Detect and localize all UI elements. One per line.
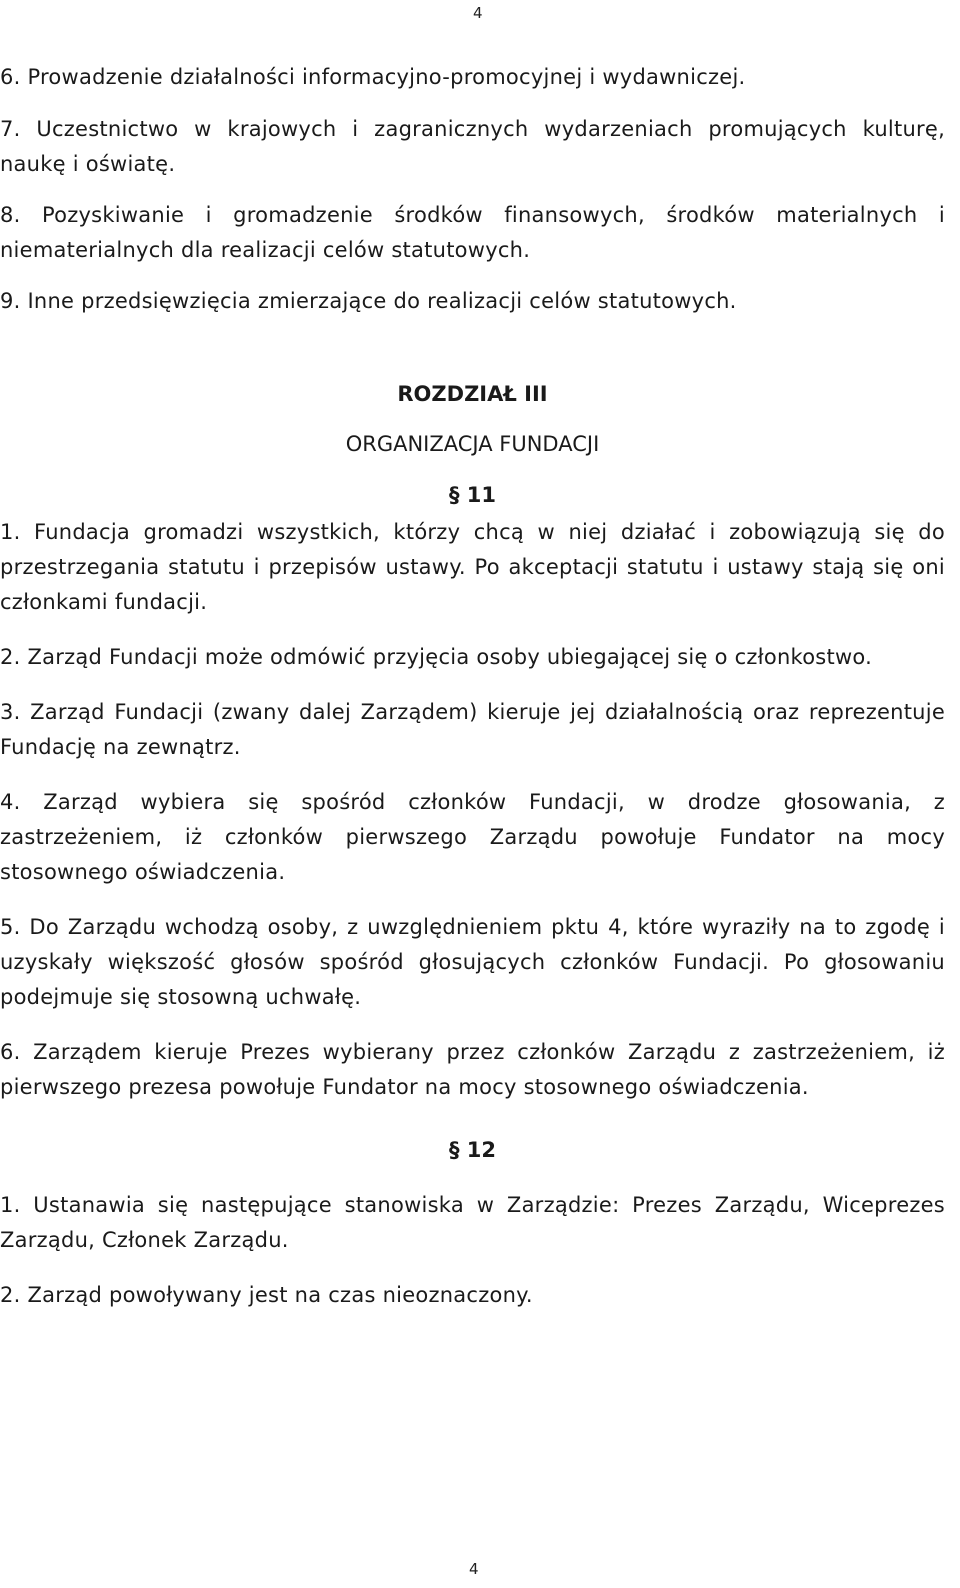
section-11-item-2: 2. Zarząd Fundacji może odmówić przyjęcia osoby ubiegającej się o członkostwo.	[0, 645, 873, 669]
section-11-item-4: 4. Zarząd wybiera się spośród członków Fundacji, w drodze głosowania, z zastrzeżeniem, iż członków pierwszego Zarządu powołuje Fundator na mocy stosownego oświadczenia.	[0, 790, 945, 884]
intro-item-7: 7. Uczestnictwo w krajowych i zagranicznych wydarzeniach promujących kulturę, naukę i oświatę.	[0, 117, 945, 176]
section-12-item-2: 2. Zarząd powoływany jest na czas nieoznaczony.	[0, 1283, 533, 1307]
document-body	[0, 60, 945, 1333]
page-number-top: 4	[473, 4, 483, 22]
section-11-heading: § 11	[448, 483, 497, 507]
chapter-subtitle: ORGANIZACJA FUNDACJI	[345, 432, 600, 456]
section-11-item-3: 3. Zarząd Fundacji (zwany dalej Zarządem) kieruje jej działalnością oraz reprezentuje Fundację na zewnątrz.	[0, 700, 945, 759]
section-11-item-5: 5. Do Zarządu wchodzą osoby, z uwzględnieniem pktu 4, które wyraziły na to zgodę i uzyskały większość głosów spośród głosujących członków Fundacji. Po głosowaniu podejmuje się stosowną uchwałę.	[0, 915, 945, 1009]
intro-item-8: 8. Pozyskiwanie i gromadzenie środków finansowych, środków materialnych i niematerialnych dla realizacji celów statutowych.	[0, 203, 945, 262]
intro-item-6: 6. Prowadzenie działalności informacyjno-promocyjnej i wydawniczej.	[0, 65, 746, 89]
chapter-title: ROZDZIAŁ III	[397, 382, 548, 406]
intro-item-9: 9. Inne przedsięwzięcia zmierzające do realizacji celów statutowych.	[0, 289, 737, 313]
page-number-bottom: 4	[469, 1560, 479, 1578]
section-12-item-1: 1. Ustanawia się następujące stanowiska w Zarządzie: Prezes Zarządu, Wiceprezes Zarządu, Członek Zarządu.	[0, 1193, 945, 1252]
section-11-item-6: 6. Zarządem kieruje Prezes wybierany przez członków Zarządu z zastrzeżeniem, iż pierwszego prezesa powołuje Fundator na mocy stosownego oświadczenia.	[0, 1040, 945, 1099]
section-11-item-1: 1. Fundacja gromadzi wszystkich, którzy chcą w niej działać i zobowiązują się do przestrzegania statutu i przepisów ustawy. Po akceptacji statutu i ustawy stają się oni członkami fundacji.	[0, 520, 945, 614]
section-12-heading: § 12	[448, 1138, 497, 1162]
